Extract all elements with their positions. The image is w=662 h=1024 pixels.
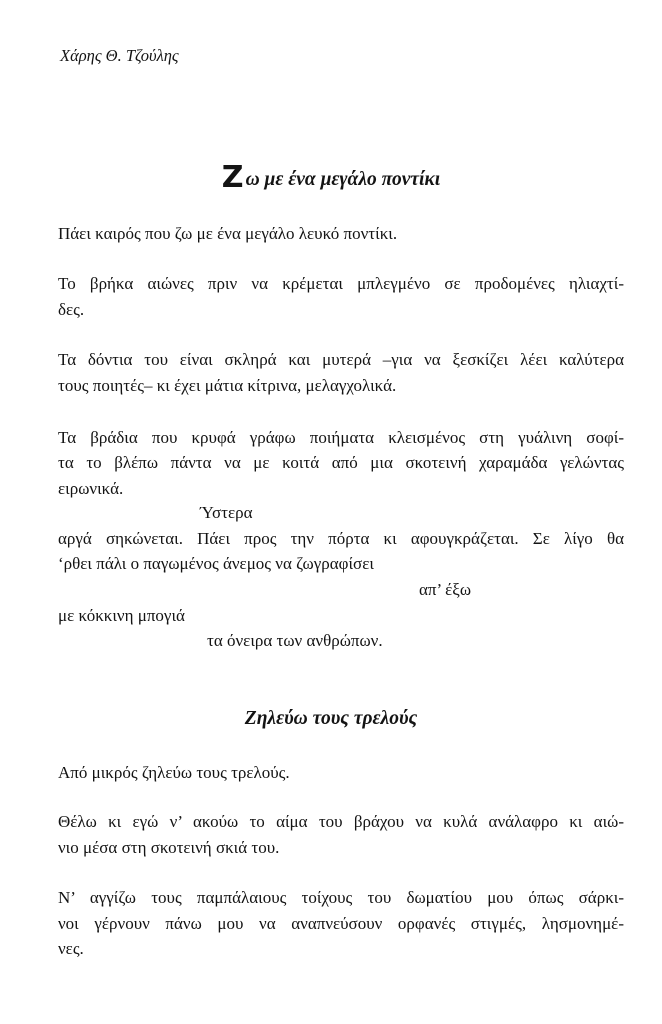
poem-title: [0, 160, 662, 195]
poem-line: Ύστερα: [200, 503, 253, 522]
poem-line: Το βρήκα αιώνες πριν να κρέμεται μπλεγμένο σε προδομένες ηλιαχτί-: [58, 274, 624, 293]
poem-line: νες.: [58, 939, 84, 958]
poem-line: Πάει καιρός που ζω με ένα μεγάλο λευκό ποντίκι.: [58, 224, 398, 243]
poem-line: Από μικρός ζηλεύω τους τρελούς.: [58, 763, 290, 782]
poem-line: νιο μέσα στη σκοτεινή σκιά του.: [58, 838, 280, 857]
poem-line: νοι γέρνουν πάνω μου να αναπνεύσουν ορφανές στιγμές, λησμονημέ-: [58, 914, 624, 933]
poem-title-initial: Ζ: [221, 160, 244, 195]
poem-line: Θέλω κι εγώ ν’ ακούω το αίμα του βράχου να κυλά ανάλαφρο κι αιώ-: [58, 812, 624, 831]
poem-line: τους ποιητές– κι έχει μάτια κίτρινα, μελαγχολικά.: [58, 376, 397, 395]
poem-line: ‘ρθει πάλι ο παγωμένος άνεμος να ζωγραφίσει: [58, 554, 374, 573]
poem-line: Τα δόντια του είναι σκληρά και μυτερά –για να ξεσκίζει λέει καλύτερα: [58, 350, 624, 369]
poem-line: δες.: [58, 300, 85, 319]
poem-line: τα το βλέπω πάντα να με κοιτά από μια σκοτεινή χαραμάδα γελώντας: [58, 453, 624, 472]
poem-line: με κόκκινη μπογιά: [58, 606, 185, 625]
poem-line: ειρωνικά.: [58, 479, 124, 498]
poem-line: αργά σηκώνεται. Πάει προς την πόρτα κι αφουγκράζεται. Σε λίγο θα: [58, 529, 624, 548]
poem-line: τα όνειρα των ανθρώπων.: [207, 631, 383, 650]
poem-title-text: ω με ένα μεγάλο ποντίκι: [245, 169, 441, 190]
poem-line: Τα βράδια που κρυφά γράφω ποιήματα κλεισμένος στη γυάλινη σοφί-: [58, 428, 624, 447]
poem-line: Ν’ αγγίζω τους παμπάλαιους τοίχους του δωματίου μου όπως σάρκι-: [58, 888, 624, 907]
poem-line: απ’ έξω: [419, 580, 472, 599]
running-header-author: Χάρης Θ. Τζούλης: [60, 46, 179, 65]
poem-title: Ζηλεύω τους τρελούς: [244, 708, 418, 729]
